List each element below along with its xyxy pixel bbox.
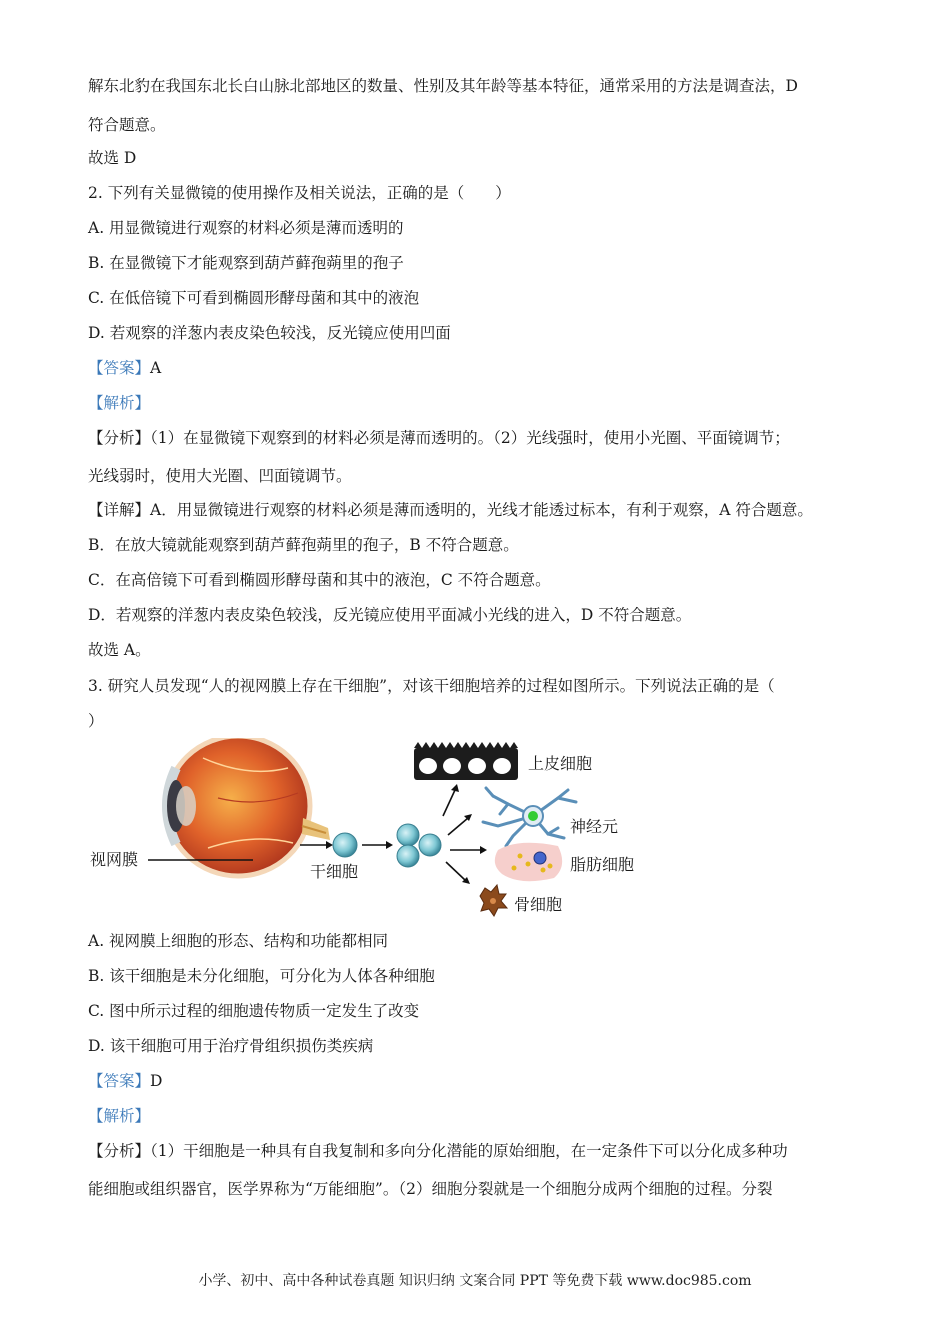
neuron-nucleus <box>528 811 538 821</box>
arrow-icon <box>300 841 333 849</box>
epithelial-cells-icon <box>414 742 518 780</box>
analysis-line: 【分析】（1）在显微镜下观察到的材料必须是薄而透明的。（2）光线强时，使用小光圈、平面镜调节； <box>88 429 790 447</box>
stem-cell-icon <box>333 833 357 857</box>
label-neuron: 神经元 <box>570 817 619 836</box>
question-3-stem-cont: ） <box>88 712 104 730</box>
label-bone: 骨细胞 <box>514 895 563 914</box>
detail-line: 【详解】A．用显微镜进行观察的材料必须是薄而透明的，光线才能透过标本，有利于观察，A 符合题意。 <box>88 501 813 519</box>
cell-cluster-icon <box>397 824 441 867</box>
answer-tag: 【答案】 <box>88 1072 151 1090</box>
option-d: D. 该干细胞可用于治疗骨组织损伤类疾病 <box>88 1037 374 1055</box>
answer-tag: 【答案】 <box>88 359 151 377</box>
text-line: 故选 D <box>88 149 137 167</box>
text-line: 符合题意。 <box>88 116 166 134</box>
option-c: C. 在低倍镜下可看到椭圆形酵母菌和其中的液泡 <box>88 289 420 307</box>
label-retina: 视网膜 <box>90 850 139 869</box>
arrow-icon <box>362 841 393 849</box>
arrow-icon <box>450 846 487 854</box>
label-fat: 脂肪细胞 <box>570 855 635 874</box>
text-line: 解东北豹在我国东北长白山脉北部地区的数量、性别及其年龄等基本特征，通常采用的方法是调查法，D <box>88 77 798 95</box>
option-a: A. 视网膜上细胞的形态、结构和功能都相同 <box>88 932 389 950</box>
conclusion-line: 故选 A。 <box>88 641 151 659</box>
eye-illustration <box>166 738 330 876</box>
question-3-stem: 3. 研究人员发现“人的视网膜上存在干细胞”，对该干细胞培养的过程如图所示。下列说法正确的是（ <box>88 677 775 695</box>
label-stem-cell: 干细胞 <box>310 862 359 881</box>
detail-line: C．在高倍镜下可看到椭圆形酵母菌和其中的液泡，C 不符合题意。 <box>88 571 551 589</box>
fat-cell-icon <box>495 843 562 881</box>
page-footer: 小学、初中、高中各种试卷真题 知识归纳 文案合同 PPT 等免费下载 www.doc985.com <box>198 1273 752 1289</box>
analysis-line: 能细胞或组织器官，医学界称为“万能细胞”。（2）细胞分裂就是一个细胞分成两个细胞的过程。分裂 <box>88 1180 773 1198</box>
arrow-icon <box>443 784 459 816</box>
detail-line: D．若观察的洋葱内表皮染色较浅，反光镜应使用平面减小光线的进入，D 不符合题意。 <box>88 606 692 624</box>
analysis-heading <box>88 1106 150 1126</box>
bone-cell-icon <box>480 885 507 916</box>
question-2-stem: 2. 下列有关显微镜的使用操作及相关说法，正确的是（ ） <box>88 184 511 202</box>
analysis-line: 光线弱时，使用大光圈、凹面镜调节。 <box>88 467 352 485</box>
option-d: D. 若观察的洋葱内表皮染色较浅，反光镜应使用凹面 <box>88 324 451 342</box>
option-a: A. 用显微镜进行观察的材料必须是薄而透明的 <box>88 219 404 237</box>
label-epithelial: 上皮细胞 <box>528 754 593 773</box>
option-b: B. 在显微镜下才能观察到葫芦藓孢蒴里的孢子 <box>88 254 404 272</box>
analysis-tag: 【解析】 <box>88 1107 151 1125</box>
stem-cell-figure <box>88 738 648 920</box>
answer-line: 【答案】D <box>88 1072 163 1090</box>
answer-line: 【答案】A <box>88 359 162 377</box>
option-b: B. 该干细胞是未分化细胞，可分化为人体各种细胞 <box>88 967 435 985</box>
analysis-heading <box>88 393 150 413</box>
analysis-line: 【分析】（1）干细胞是一种具有自我复制和多向分化潜能的原始细胞，在一定条件下可以分化成多种功 <box>88 1142 788 1160</box>
arrow-icon <box>446 862 470 884</box>
arrow-icon <box>448 814 472 835</box>
detail-line: B．在放大镜就能观察到葫芦藓孢蒴里的孢子，B 不符合题意。 <box>88 536 519 554</box>
option-c: C. 图中所示过程的细胞遗传物质一定发生了改变 <box>88 1002 420 1020</box>
analysis-tag: 【解析】 <box>88 394 151 412</box>
